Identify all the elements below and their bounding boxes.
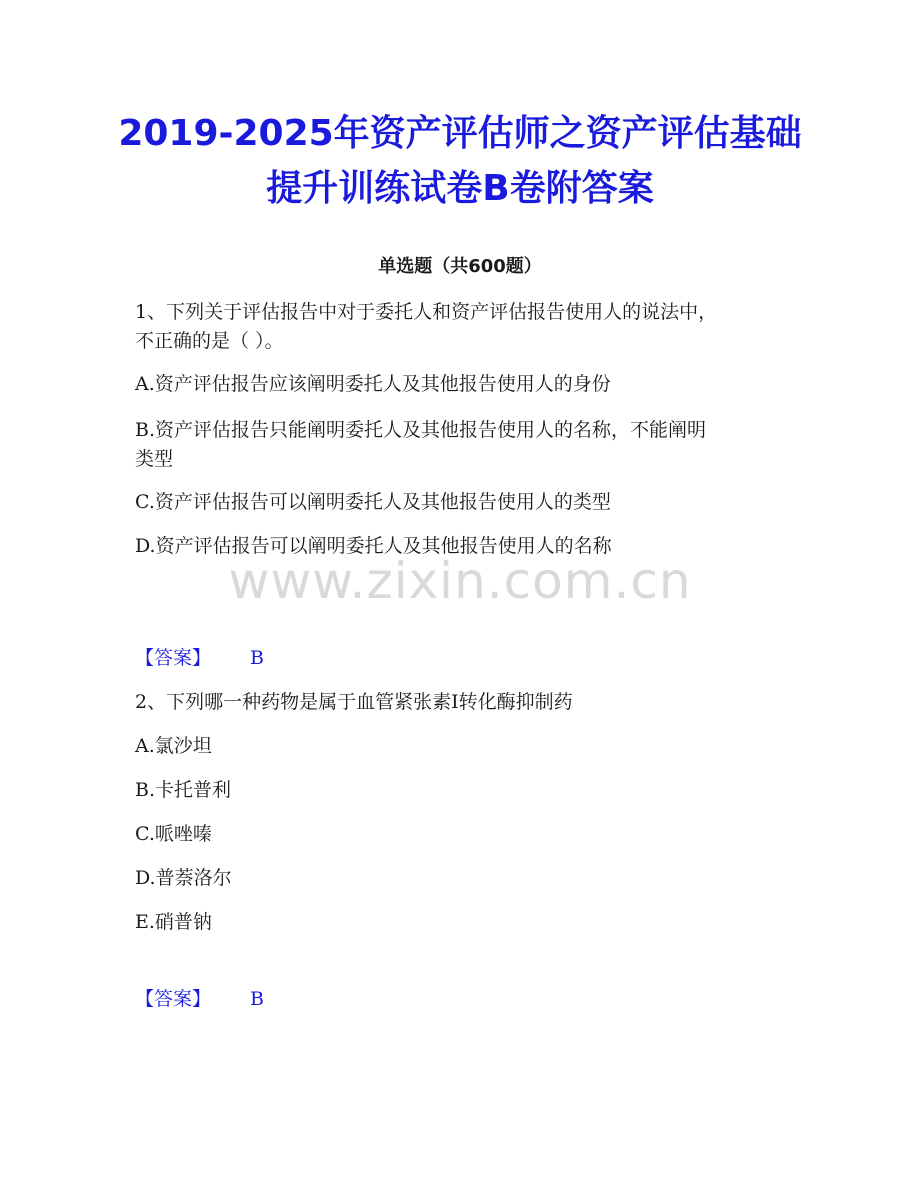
question-1-option-b: B.资产评估报告只能阐明委托人及其他报告使用人的名称，不能阐明 — [135, 419, 707, 441]
answer-label: 【答案】 — [135, 988, 212, 1010]
document-title-line-1: 2019-2025年资产评估师之资产评估基础 — [118, 113, 802, 154]
question-1-stem-line-2: 不正确的是（ ）。 — [135, 330, 284, 352]
question-1-answer — [135, 646, 264, 670]
question-2-answer — [135, 987, 264, 1011]
section-title: 单选题（共600题） — [378, 256, 542, 277]
question-2-option-d: D.普萘洛尔 — [135, 867, 232, 889]
question-2-option-e: E.硝普钠 — [135, 911, 212, 933]
question-2-stem-line-1: 2、下列哪一种药物是属于血管紧张素Ⅰ转化酶抑制药 — [135, 691, 573, 713]
question-2-option-c: C.哌唑嗪 — [135, 823, 212, 845]
answer-label: 【答案】 — [135, 647, 212, 669]
answer-value: B — [250, 647, 264, 669]
answer-value: B — [250, 988, 264, 1010]
watermark: www.zixin.com.cn — [228, 552, 692, 610]
question-1-option-a: A.资产评估报告应该阐明委托人及其他报告使用人的身份 — [135, 373, 611, 395]
question-1-option-d: D.资产评估报告可以阐明委托人及其他报告使用人的名称 — [135, 535, 612, 557]
question-1-stem-line-1: 1、下列关于评估报告中对于委托人和资产评估报告使用人的说法中， — [135, 301, 718, 323]
question-1-option-b-continued: 类型 — [135, 448, 174, 470]
document-title-line-2: 提升训练试卷B卷附答案 — [266, 168, 654, 209]
question-1-option-c: C.资产评估报告可以阐明委托人及其他报告使用人的类型 — [135, 491, 611, 513]
question-2-option-a: A.氯沙坦 — [135, 735, 212, 757]
question-2-option-b: B.卡托普利 — [135, 779, 232, 801]
